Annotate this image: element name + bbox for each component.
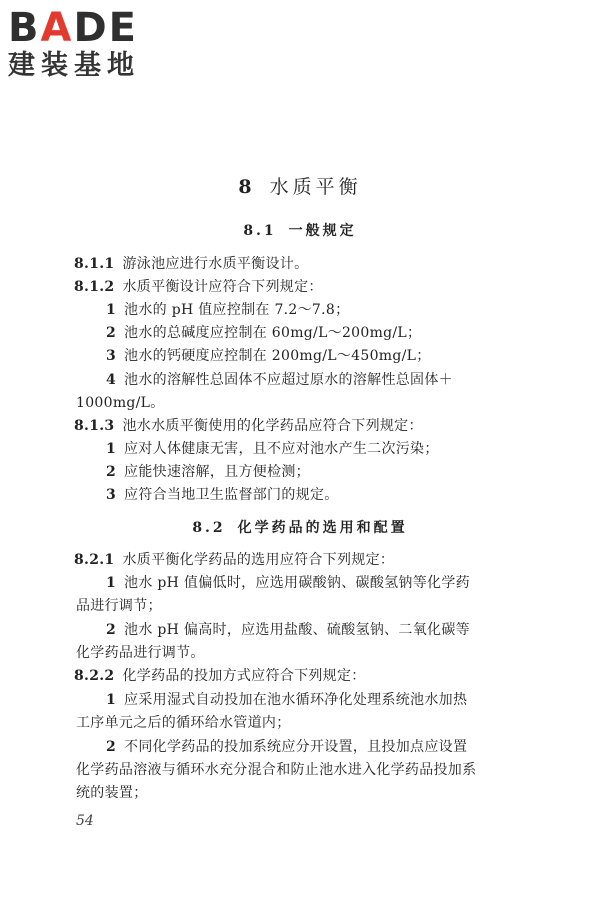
list-item: 3 池水的钙硬度应控制在 200mg/L～450mg/L； bbox=[106, 348, 431, 364]
section-heading-8-2: 8.2 化学药品的选用和配置 bbox=[192, 520, 408, 536]
chapter-title bbox=[0, 172, 600, 199]
page-number: 54 bbox=[76, 813, 94, 829]
list-item-continuation: 化学药品溶液与循环水充分混合和防止池水进入化学药品投加系 bbox=[76, 762, 477, 778]
clause-8-1-3: 8.1.3 池水水质平衡使用的化学药品应符合下列规定： bbox=[74, 418, 423, 434]
list-item: 2 池水的总碱度应控制在 60mg/L～200mg/L； bbox=[106, 325, 422, 341]
list-item: 3 应符合当地卫生监督部门的规定。 bbox=[106, 487, 339, 503]
clause-8-2-2: 8.2.2 化学药品的投加方式应符合下列规定： bbox=[74, 668, 366, 684]
list-item: 2 池水 pH 偏高时，应选用盐酸、硫酸氢钠、二氧化碳等 bbox=[106, 622, 470, 638]
list-item-continuation: 化学药品进行调节。 bbox=[76, 645, 205, 661]
clause-8-2-1: 8.2.1 水质平衡化学药品的选用应符合下列规定： bbox=[74, 552, 395, 568]
clause-8-1-1: 8.1.1 游泳池应进行水质平衡设计。 bbox=[74, 256, 309, 272]
clause-8-1-2: 8.1.2 水质平衡设计应符合下列规定： bbox=[74, 279, 323, 295]
list-item-continuation: 统的装置； bbox=[76, 785, 148, 801]
list-item-continuation: 品进行调节； bbox=[76, 598, 162, 614]
list-item: 1 池水的 pH 值应控制在 7.2～7.8； bbox=[106, 302, 350, 318]
list-item-continuation: 工序单元之后的循环给水管道内； bbox=[76, 715, 291, 731]
list-item: 2 应能快速溶解，且方便检测； bbox=[106, 464, 310, 480]
list-item: 2 不同化学药品的投加系统应分开设置，且投加点应设置 bbox=[106, 739, 468, 755]
section-heading-8-1: 8.1 一般规定 bbox=[243, 223, 357, 239]
list-item: 1 池水 pH 值偏低时，应选用碳酸钠、碳酸氢钠等化学药 bbox=[106, 575, 470, 591]
list-item-continuation: 1000mg/L。 bbox=[76, 395, 165, 411]
logo-wordmark: BADE bbox=[8, 5, 138, 51]
list-item: 4 池水的溶解性总固体不应超过原水的溶解性总固体＋ bbox=[106, 372, 453, 388]
logo-chinese-name: 建装基地 bbox=[8, 50, 140, 81]
list-item: 1 应采用湿式自动投加在池水循环净化处理系统池水加热 bbox=[106, 692, 468, 708]
list-item: 1 应对人体健康无害，且不应对池水产生二次污染； bbox=[106, 441, 439, 457]
brand-logo bbox=[8, 6, 140, 82]
chapter-heading: 水质平衡 bbox=[269, 176, 362, 198]
chapter-number: 8 bbox=[238, 176, 256, 198]
